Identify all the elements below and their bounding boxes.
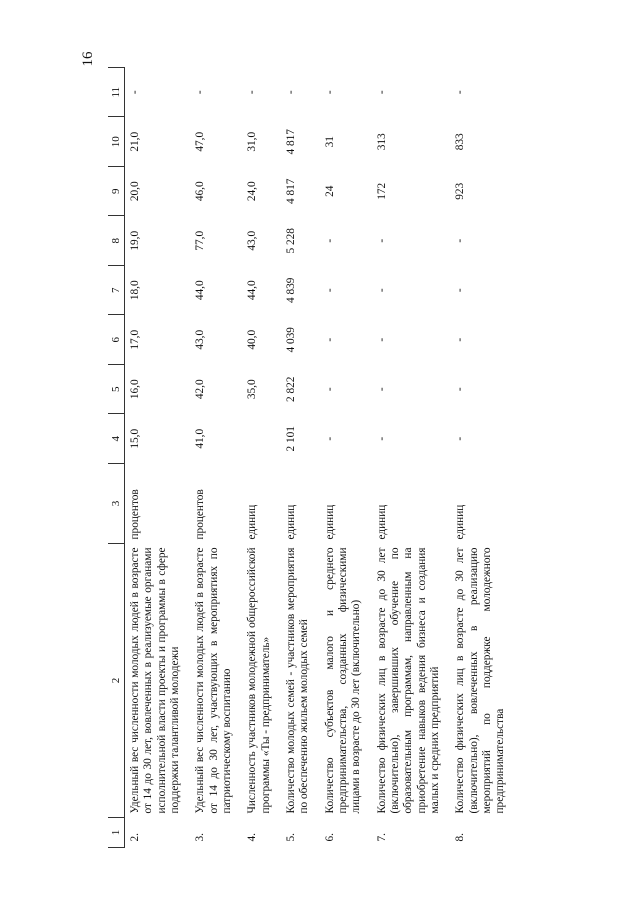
row-unit: единиц — [323, 504, 336, 540]
row-value: - — [375, 436, 388, 441]
row-value: 40,0 — [246, 329, 259, 350]
row-value: - — [323, 337, 336, 342]
row-value: - — [454, 337, 467, 342]
row-value: - — [375, 337, 388, 342]
row-value: - — [454, 288, 467, 293]
row-unit: процентов — [129, 489, 141, 540]
row-value: 923 — [454, 182, 467, 200]
row-value: 4 817 — [284, 129, 297, 155]
header-cell: 11 — [108, 68, 125, 118]
row-value: 35,0 — [246, 379, 259, 400]
row-value: 4 839 — [284, 277, 297, 303]
row-unit: единиц — [284, 504, 297, 540]
row-value: 19,0 — [129, 230, 141, 251]
row-unit: единиц — [375, 504, 388, 540]
header-cell: 4 — [108, 414, 125, 464]
row-value: 42,0 — [194, 379, 207, 400]
row-description: Количество молодых семей - участников мероприятия по обеспечению жильем молодых семей — [284, 547, 311, 814]
row-number: 8. — [454, 833, 467, 842]
row-value: - — [323, 387, 336, 392]
row-number: 2. — [129, 833, 141, 842]
row-description: Количество физических лиц в возрасте до 30 лет (включительно), завершивших обучение по образовательным программам, направленным на приобретение навыков ведения бизнеса и создания малых и средних предприятий — [375, 547, 441, 814]
row-value: - — [246, 90, 259, 95]
table-row — [125, 68, 191, 848]
row-value: 41,0 — [194, 428, 207, 449]
row-description: Удельный вес численности молодых людей в возрасте от 14 до 30 лет, вовлеченных в реализуемые органами исполнительной власти проекты и программы в сфере поддержки талантливой молодежи — [129, 547, 181, 814]
row-description: Численность участников молодежной общероссийской программы «Ты - предприниматель» — [246, 547, 272, 814]
row-number: 3. — [194, 833, 207, 842]
indicators-table — [108, 67, 516, 848]
row-value: - — [323, 90, 336, 95]
row-value: - — [454, 238, 467, 243]
row-value: 4 039 — [284, 327, 297, 353]
row-description: Количество субъектов малого и среднего предпринимательства, созданных физическими лицами в возрасте до 30 лет (включительно) — [323, 547, 363, 814]
row-value: 5 228 — [284, 228, 297, 254]
row-number: 4. — [246, 833, 259, 842]
table-row — [450, 68, 515, 848]
row-value: - — [194, 90, 207, 95]
row-value: 47,0 — [194, 131, 207, 152]
row-value: - — [375, 288, 388, 293]
row-value — [242, 414, 281, 464]
row-value: 172 — [375, 182, 388, 200]
row-value: - — [375, 238, 388, 243]
row-value: 31 — [323, 136, 336, 148]
table-row — [281, 68, 320, 848]
table-header-row — [108, 68, 125, 848]
row-value: 833 — [454, 133, 467, 151]
row-value: 46,0 — [194, 181, 207, 202]
row-value: 24 — [323, 185, 336, 197]
row-value: - — [284, 90, 297, 95]
row-description: Удельный вес численности молодых людей в возрасте от 14 до 30 лет, участвующих в мероприятиях по патриотическому воспитанию — [194, 547, 233, 814]
table-row — [242, 68, 281, 848]
row-value: 15,0 — [129, 428, 141, 449]
row-value: 44,0 — [194, 280, 207, 301]
table-row — [372, 68, 451, 848]
header-cell: 5 — [108, 365, 125, 415]
rotated-content — [108, 68, 568, 848]
row-value: 43,0 — [194, 329, 207, 350]
header-cell: 10 — [108, 117, 125, 167]
row-description: Количество физических лиц в возрасте до 30 лет (включительно), вовлеченных в реализацию мероприятий по поддержке молодежного предпринимательства — [454, 547, 507, 814]
row-value: - — [454, 90, 467, 95]
header-cell: 2 — [108, 544, 125, 818]
row-value: 43,0 — [246, 230, 259, 251]
row-unit: единиц — [246, 504, 259, 540]
row-value: - — [454, 387, 467, 392]
row-value: 31,0 — [246, 131, 259, 152]
row-value: 18,0 — [129, 280, 141, 301]
row-number: 7. — [375, 833, 388, 842]
row-value: 16,0 — [129, 379, 141, 400]
row-value: - — [454, 436, 467, 441]
header-cell: 1 — [108, 818, 125, 848]
header-cell: 6 — [108, 315, 125, 365]
row-value: 313 — [375, 133, 388, 151]
row-value: - — [323, 238, 336, 243]
row-value: - — [323, 288, 336, 293]
row-unit: процентов — [194, 489, 207, 540]
row-value: - — [323, 436, 336, 441]
row-value: 24,0 — [246, 181, 259, 202]
row-value: 2 101 — [284, 426, 297, 452]
row-value: - — [375, 90, 388, 95]
table-row — [320, 68, 372, 848]
row-value: 21,0 — [129, 131, 141, 152]
row-value: - — [375, 387, 388, 392]
row-value: - — [129, 90, 141, 95]
header-cell: 8 — [108, 216, 125, 266]
row-number: 6. — [323, 833, 336, 842]
row-unit: единиц — [454, 504, 467, 540]
row-value: 17,0 — [129, 329, 141, 350]
row-number: 5. — [284, 833, 297, 842]
page-number: 16 — [80, 51, 96, 67]
table-row — [190, 68, 242, 848]
row-value: 2 822 — [284, 376, 297, 402]
row-value: 44,0 — [246, 280, 259, 301]
row-value: 77,0 — [194, 230, 207, 251]
header-cell: 7 — [108, 266, 125, 316]
header-cell: 9 — [108, 167, 125, 217]
row-value: 4 817 — [284, 178, 297, 204]
row-value: 20,0 — [129, 181, 141, 202]
header-cell: 3 — [108, 464, 125, 544]
